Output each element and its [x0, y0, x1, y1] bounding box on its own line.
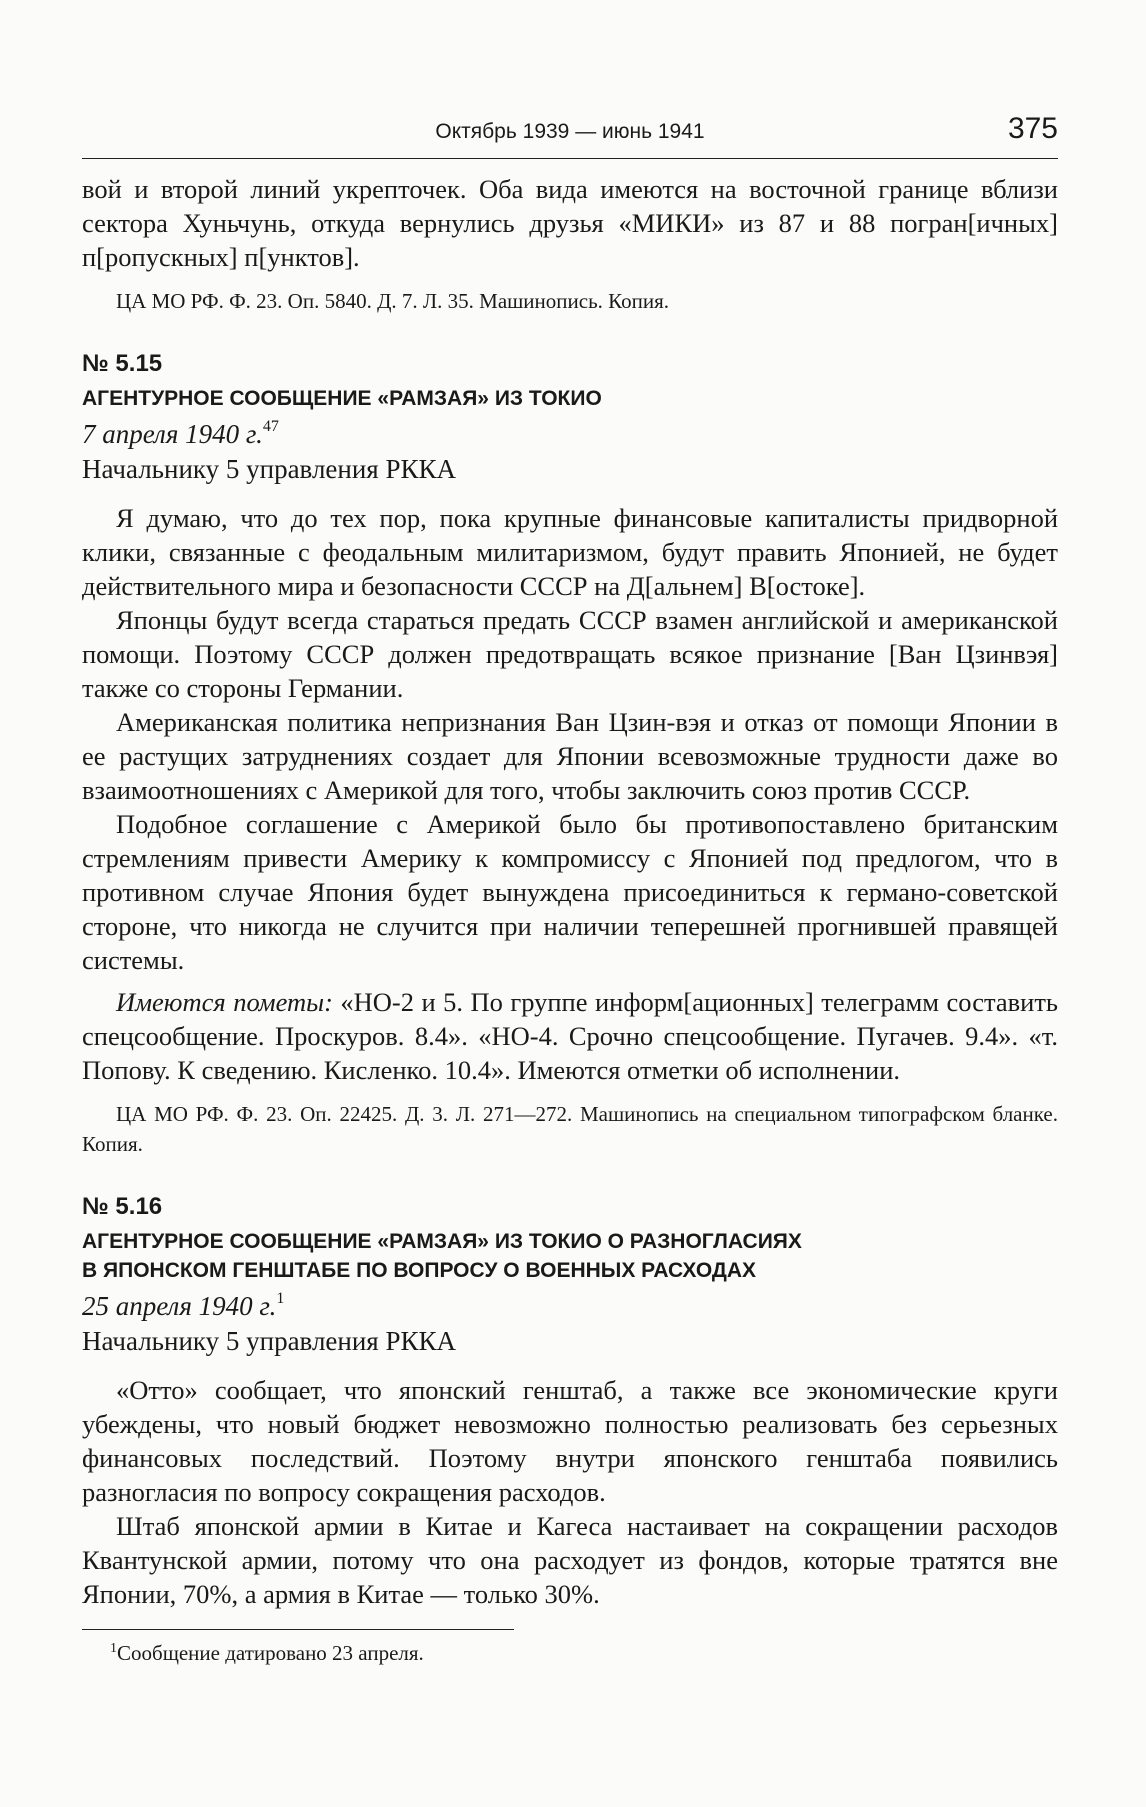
- footnote: [82, 1638, 1058, 1668]
- title-line: АГЕНТУРНОЕ СООБЩЕНИЕ «РАМЗАЯ» ИЗ ТОКИО О РАЗНОГЛАСИЯХ: [82, 1230, 802, 1253]
- archive-source: ЦА МО РФ. Ф. 23. Оп. 5840. Д. 7. Л. 35. Машинопись. Копия.: [116, 289, 670, 313]
- paragraph: Японцы будут всегда стараться предать СССР взамен английской и американской помощи. Поэтому СССР должен предотвращать всякое признание [Ван Цзинвэя] также со стороны Германии.: [82, 605, 1058, 703]
- paragraph: Штаб японской армии в Китае и Кагеса настаивает на сокращении расходов Квантунской армии, потому что она расходует из фондов, которые тратятся вне Японии, 70%, а армия в Китае — только 30%.: [82, 1511, 1058, 1609]
- footnote-rule: [82, 1629, 514, 1630]
- date-text: 7 апреля 1940 г.: [82, 419, 263, 449]
- document-number: № 5.15: [82, 350, 163, 377]
- intro-paragraph: вой и второй линий укрепточек. Оба вида имеются на восточной границе вблизи сектора Хуньчунь, откуда вернулись друзья «МИКИ» из 87 и 88 погран[ичных] п[ропускных] п[унктов].: [82, 174, 1058, 272]
- title-line: В ЯПОНСКОМ ГЕНШТАБЕ ПО ВОПРОСУ О ВОЕННЫХ РАСХОДАХ: [82, 1259, 757, 1282]
- paragraph: Подобное соглашение с Америкой было бы противопоставлено британским стремлениям привести Америку к компромиссу с Японией под предлогом, что в противном случае Япония будет вынуждена присоединиться к германо-советской стороне, что никогда не случится при наличии теперешней прогнившей правящей системы.: [82, 809, 1058, 975]
- marks-label: Имеются пометы:: [116, 987, 333, 1017]
- paragraph: «Отто» сообщает, что японский генштаб, а также все экономические круги убеждены, что новый бюджет невозможно полностью реализовать без серьезных финансовых последствий. Поэтому внутри японского генштаба появились разногласия по вопросу сокращения расходов.: [82, 1375, 1058, 1507]
- document-number: № 5.16: [82, 1193, 163, 1220]
- marks-paragraph: [82, 985, 1058, 1087]
- footnote-text: Сообщение датировано 23 апреля.: [117, 1641, 424, 1665]
- addressee: Начальнику 5 управления РККА: [82, 454, 457, 484]
- date-note-ref: 47: [262, 418, 279, 435]
- document-date: [82, 1289, 1058, 1323]
- date-text: 25 апреля 1940 г.: [82, 1291, 277, 1321]
- date-note-ref: 1: [276, 1290, 285, 1307]
- document-title: [82, 1227, 1058, 1285]
- page-body: [82, 172, 1058, 1668]
- addressee: Начальнику 5 управления РККА: [82, 1326, 457, 1356]
- running-head: Октябрь 1939 — июнь 1941: [435, 120, 705, 143]
- footnote-marker: 1: [110, 1641, 117, 1656]
- document-title: АГЕНТУРНОЕ СООБЩЕНИЕ «РАМЗАЯ» ИЗ ТОКИО: [82, 387, 602, 410]
- document-date: [82, 417, 1058, 451]
- paragraph: Я думаю, что до тех пор, пока крупные финансовые капиталисты придворной клики, связанные с феодальным милитаризмом, будут править Японией, не будет действительного мира и безопасности СССР на Д[альнем] В[остоке].: [82, 503, 1058, 601]
- marks-text: «НО-2 и 5. По группе информ[ационных] телеграмм составить спецсообщение. Проскуров. 8.4». «НО-4. Срочно спецсообщение. Пугачев. 9.4». «т. Попову. К сведению. Кисленко. 10.4». Имеются отметки об исполнении.: [82, 987, 1058, 1085]
- page-number: 375: [1007, 112, 1058, 145]
- page-header: [82, 110, 1058, 159]
- archive-source: ЦА МО РФ. Ф. 23. Оп. 22425. Д. 3. Л. 271—272. Машинопись на специальном типографском бланке. Копия.: [82, 1102, 1058, 1156]
- paragraph: Американская политика непризнания Ван Цзин-вэя и отказ от помощи Японии в ее растущих затруднениях создает для Японии всевозможные трудности даже во взаимоотношениях с Америкой для того, чтобы заключить союз против СССР.: [82, 707, 1058, 805]
